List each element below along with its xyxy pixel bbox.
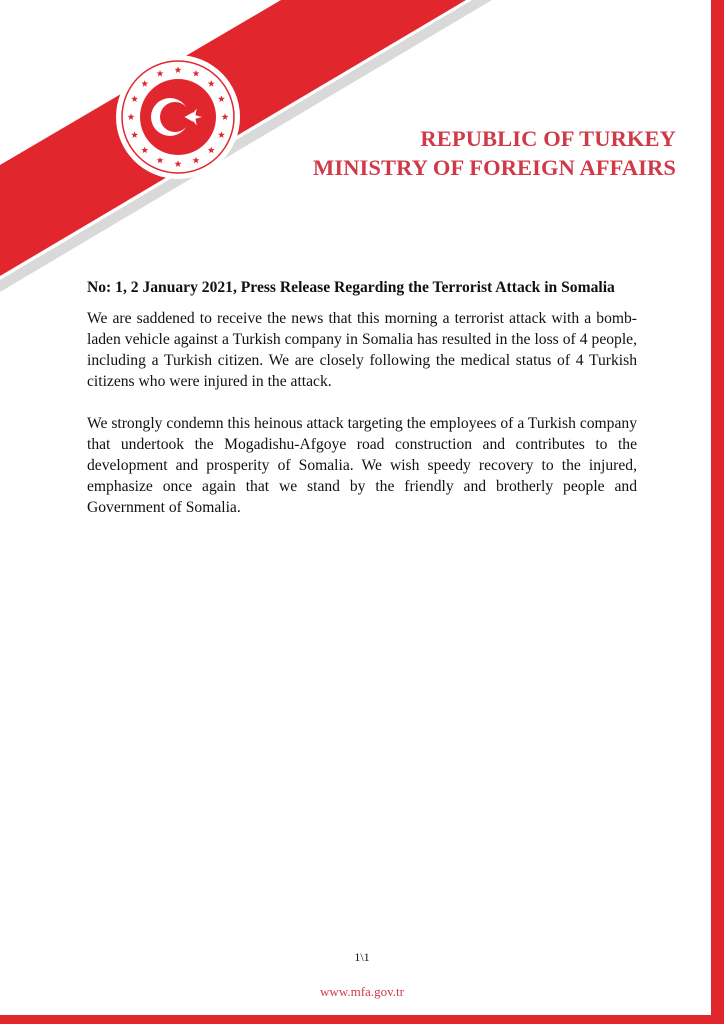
header-country: REPUBLIC OF TURKEY [420, 126, 676, 151]
right-red-border [711, 0, 724, 1024]
paragraph-2: We strongly condemn this heinous attack targeting the employees of a Turkish company that undertook the Mogadishu-Afgoye road construction and contributes to the development and prosperity of Somalia. We wish speedy recovery to the injured, emphasize once again that we stand by the friendly and brotherly people and Government of Somalia. [87, 415, 637, 516]
header-ministry: MINISTRY OF FOREIGN AFFAIRS [313, 155, 676, 180]
bottom-red-border [0, 1015, 724, 1024]
press-release-body [87, 277, 637, 539]
press-release-title: No: 1, 2 January 2021, Press Release Regarding the Terrorist Attack in Somalia [87, 279, 615, 296]
ministry-header [313, 124, 676, 182]
ministry-seal-icon [116, 55, 240, 179]
paragraph-1: We are saddened to receive the news that this morning a terrorist attack with a bomb-laden vehicle against a Turkish company in Somalia has resulted in the loss of 4 people, including a Turkish citizen. We are closely following the medical status of 4 Turkish citizens who were injured in the attack. [87, 310, 637, 390]
page-number: 1\1 [354, 950, 370, 964]
footer-website-link[interactable]: www.mfa.gov.tr [320, 984, 404, 999]
